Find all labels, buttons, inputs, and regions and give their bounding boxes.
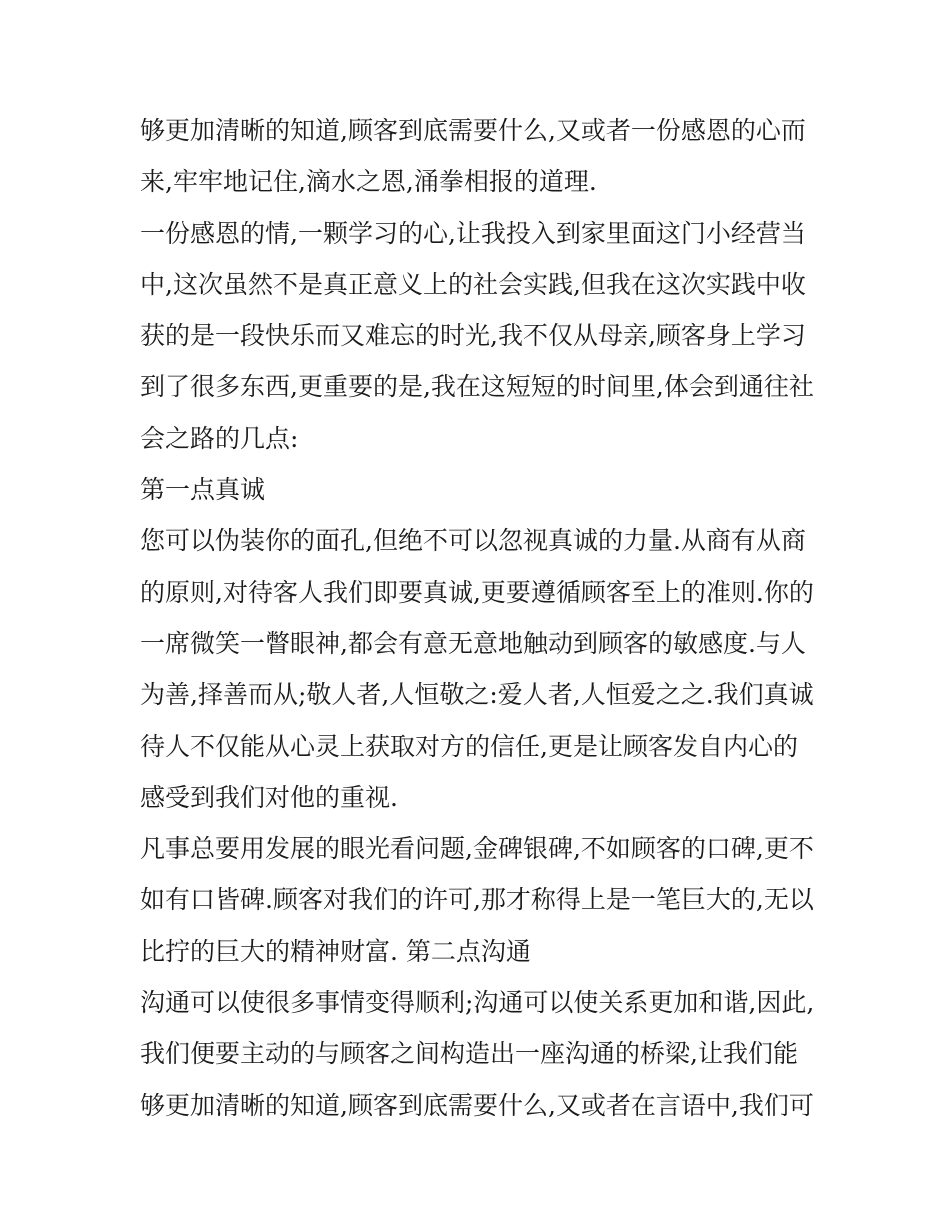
text-line: 感受到我们对他的重视. (140, 782, 398, 812)
text-line: 比拧的巨大的精神财富. 第二点沟通 (140, 936, 531, 966)
text-line: 中,这次虽然不是真正意义上的社会实践,但我在这次实践中收 (140, 269, 806, 299)
text-line: 如有口皆碑.顾客对我们的许可,那才称得上是一笔巨大的,无以 (140, 885, 814, 915)
section-heading: 第一点真诚 (140, 475, 266, 505)
text-line: 获的是一段快乐而又难忘的时光,我不仅从母亲,顾客身上学习 (140, 321, 806, 351)
text-line: 我们便要主动的与顾客之间构造出一座沟通的桥梁,让我们能 (140, 1039, 798, 1069)
text-line: 沟通可以使很多事情变得顺利;沟通可以使关系更加和谐,因此, (140, 988, 815, 1018)
text-line: 为善,择善而从;敬人者,人恒敬之:爱人者,人恒爱之之.我们真诚 (140, 680, 814, 710)
text-line: 凡事总要用发展的眼光看问题,金碑银碑,不如顾客的口碑,更不 (140, 834, 814, 864)
text-line: 到了很多东西,更重要的是,我在这短短的时间里,体会到通往社 (140, 372, 814, 402)
text-line: 的原则,对待客人我们即要真诚,更要遵循顾客至上的准则.你的 (140, 577, 814, 607)
body-text (140, 105, 815, 1131)
text-line: 来,牢牢地记住,滴水之恩,涌拳相报的道理. (140, 167, 597, 197)
text-line: 够更加清晰的知道,顾客到底需要什么,又或者一份感恩的心而 (140, 116, 806, 145)
text-line: 够更加清晰的知道,顾客到底需要什么,又或者在言语中,我们可 (140, 1090, 814, 1120)
text-line: 待人不仅能从心灵上获取对方的信任,更是让顾客发自内心的 (140, 731, 798, 761)
text-line: 会之路的几点: (140, 423, 299, 453)
text-line: 一席微笑一瞥眼神,都会有意无意地触动到顾客的敏感度.与人 (140, 628, 806, 658)
text-line: 您可以伪装你的面孔,但绝不可以忽视真诚的力量.从商有从商 (140, 526, 806, 556)
text-line: 一份感恩的情,一颗学习的心,让我投入到家里面这门小经营当 (140, 218, 806, 248)
